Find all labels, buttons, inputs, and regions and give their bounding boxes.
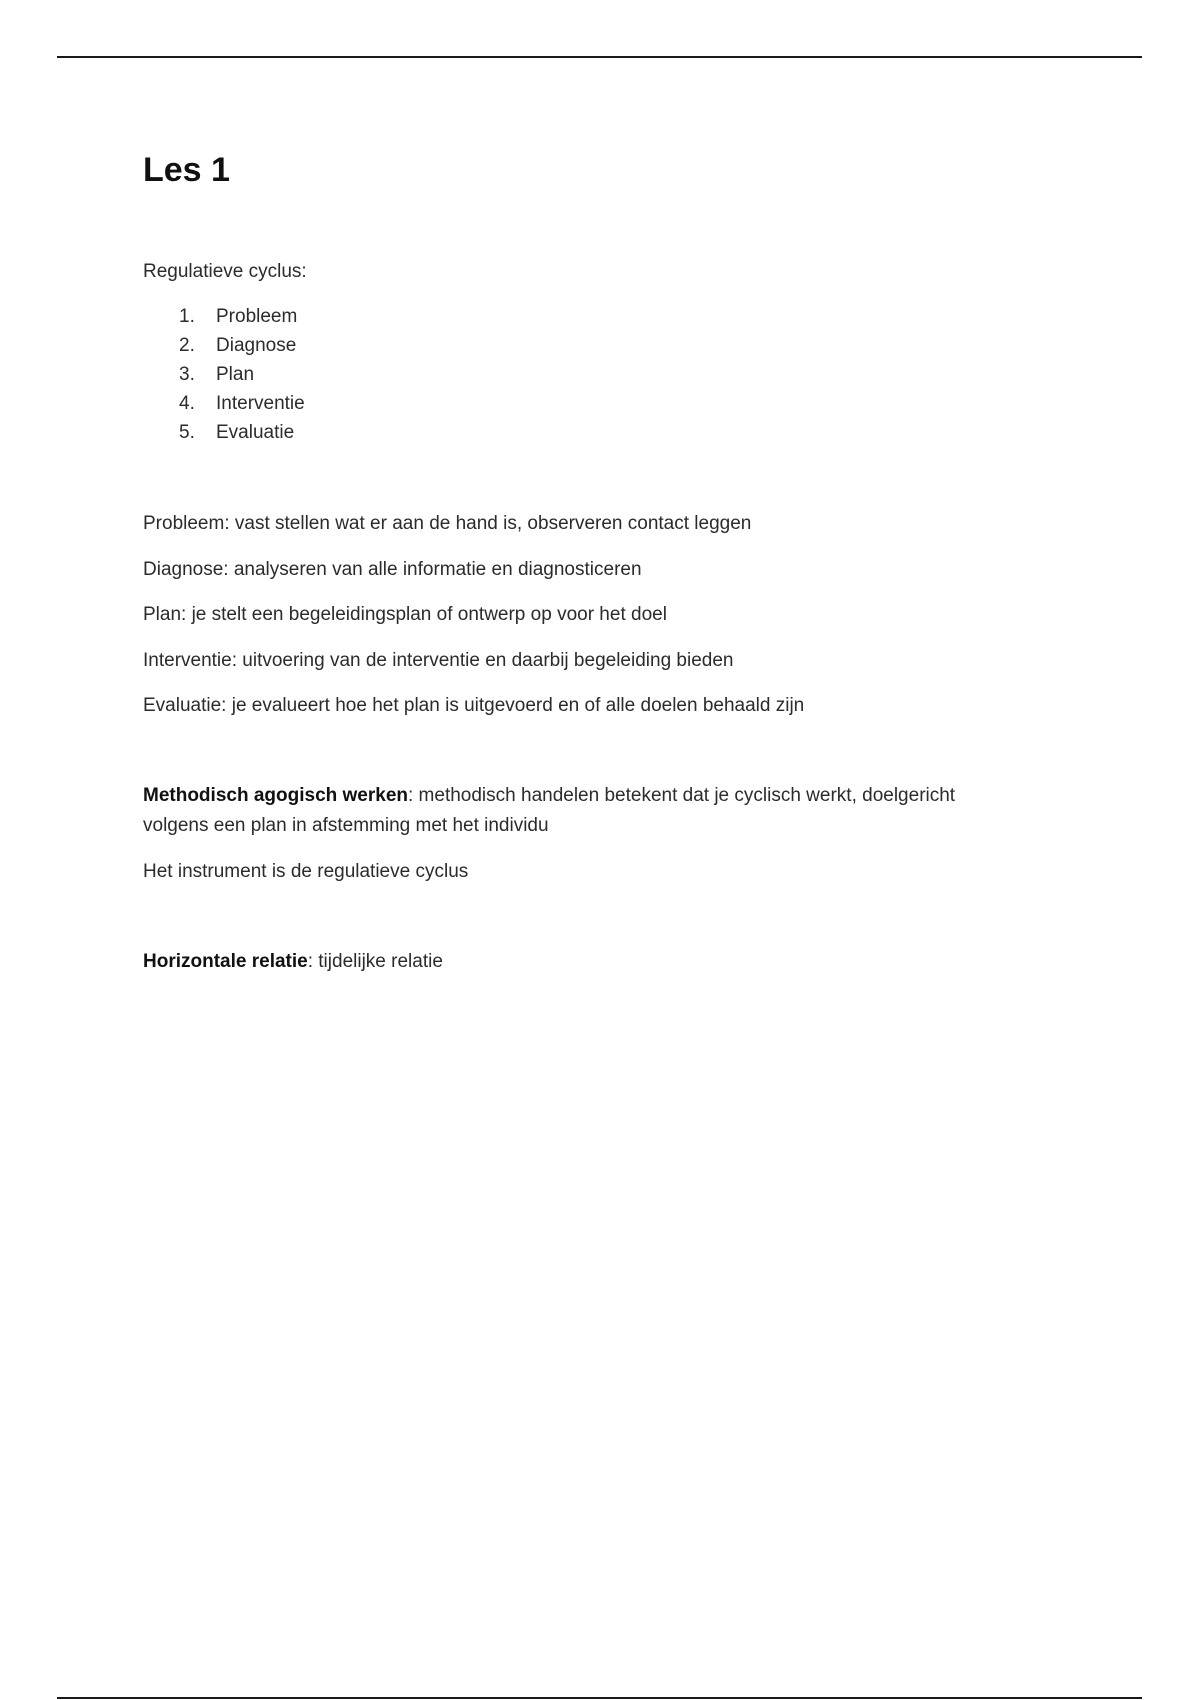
list-item-number: 1. xyxy=(179,306,195,327)
horizontale-paragraph xyxy=(143,947,443,977)
list-item-label: Probleem xyxy=(216,306,298,327)
list-item-number: 5. xyxy=(179,422,195,443)
list-item-number: 2. xyxy=(179,335,195,356)
list-item-label: Interventie xyxy=(216,393,305,414)
definition-plan: Plan: je stelt een begeleidingsplan of ontwerp op voor het doel xyxy=(143,604,667,625)
list-item-number: 4. xyxy=(179,393,195,414)
list-item-label: Diagnose xyxy=(216,335,297,356)
definition-diagnose: Diagnose: analyseren van alle informatie en diagnosticeren xyxy=(143,559,642,580)
methodisch-paragraph xyxy=(143,781,955,811)
methodisch-paragraph-continued: volgens een plan in afstemming met het individu xyxy=(143,815,549,836)
horizontale-text: : tijdelijke relatie xyxy=(307,951,443,972)
list-item-number: 3. xyxy=(179,364,195,385)
methodisch-term: Methodisch agogisch werken xyxy=(143,785,408,806)
horizontale-term: Horizontale relatie xyxy=(143,951,308,972)
methodisch-text-line1: : methodisch handelen betekent dat je cyclisch werkt, doelgericht xyxy=(408,785,956,806)
list-item-label: Plan xyxy=(216,364,255,385)
document-title: Les 1 xyxy=(143,151,230,189)
definition-evaluatie: Evaluatie: je evalueert hoe het plan is uitgevoerd en of alle doelen behaald zijn xyxy=(143,695,805,716)
list-item-label: Evaluatie xyxy=(216,422,295,443)
instrument-paragraph: Het instrument is de regulatieve cyclus xyxy=(143,861,469,882)
cycle-heading: Regulatieve cyclus: xyxy=(143,261,307,282)
footer-rule xyxy=(57,1697,1142,1699)
definition-interventie: Interventie: uitvoering van de interventie en daarbij begeleiding bieden xyxy=(143,650,734,671)
header-rule xyxy=(57,56,1142,58)
definition-probleem: Probleem: vast stellen wat er aan de hand is, observeren contact leggen xyxy=(143,513,752,534)
